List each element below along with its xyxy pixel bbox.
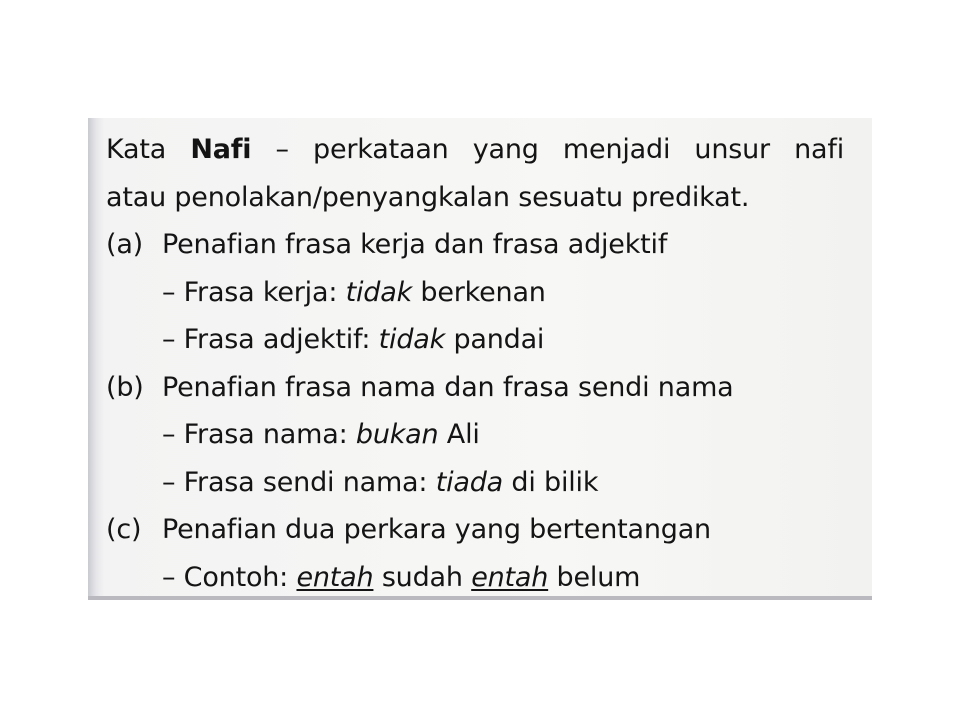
example-label: – Frasa kerja: <box>162 276 346 308</box>
example-negation-word: tidak <box>345 276 413 308</box>
item-c-marker: (c) <box>106 514 142 545</box>
example-rest: berkenan <box>412 276 546 308</box>
item-c-example <box>106 554 866 601</box>
intro-line-2: atau penolakan/penyangkalan sesuatu predikat. <box>106 181 750 213</box>
intro-term-prefix: Kata <box>106 134 191 165</box>
intro-line-1 <box>106 126 844 174</box>
item-a-example-1 <box>106 269 866 317</box>
example-label: – Frasa adjektif: <box>162 324 379 355</box>
item-a-heading <box>106 221 866 269</box>
item-b-marker: (b) <box>106 371 144 403</box>
example-label: – Contoh: <box>162 561 297 593</box>
example-label: – Frasa nama: <box>162 419 356 450</box>
item-b-example-1 <box>106 411 866 459</box>
item-c-heading-text: Penafian dua perkara yang bertentangan <box>162 514 711 545</box>
example-negation-word: tiada <box>435 466 504 498</box>
item-b-heading-text: Penafian frasa nama dan frasa sendi nama <box>162 371 734 403</box>
item-a-marker: (a) <box>106 229 144 260</box>
item-b-example-2 <box>106 459 866 507</box>
example-rest: belum <box>548 561 641 593</box>
example-rest: di bilik <box>503 466 599 498</box>
example-negation-word-2: entah <box>471 561 549 593</box>
item-c-heading <box>106 506 866 554</box>
example-label: – Frasa sendi nama: <box>162 466 436 498</box>
item-b-heading <box>106 364 866 412</box>
example-rest: Ali <box>438 419 480 450</box>
intro-term: Nafi <box>190 134 252 165</box>
item-a-example-2 <box>106 316 866 364</box>
example-negation-word-1: entah <box>296 561 374 593</box>
example-negation-word: tidak <box>378 324 446 355</box>
item-a-heading-text: Penafian frasa kerja dan frasa adjektif <box>162 229 668 260</box>
text-block <box>106 126 866 600</box>
example-middle: sudah <box>373 561 472 593</box>
example-rest: pandai <box>445 324 545 355</box>
example-negation-word: bukan <box>355 419 439 450</box>
scanned-text-panel <box>88 118 872 600</box>
intro-line1-rest: – perkataan yang menjadi unsur nafi <box>251 134 844 165</box>
